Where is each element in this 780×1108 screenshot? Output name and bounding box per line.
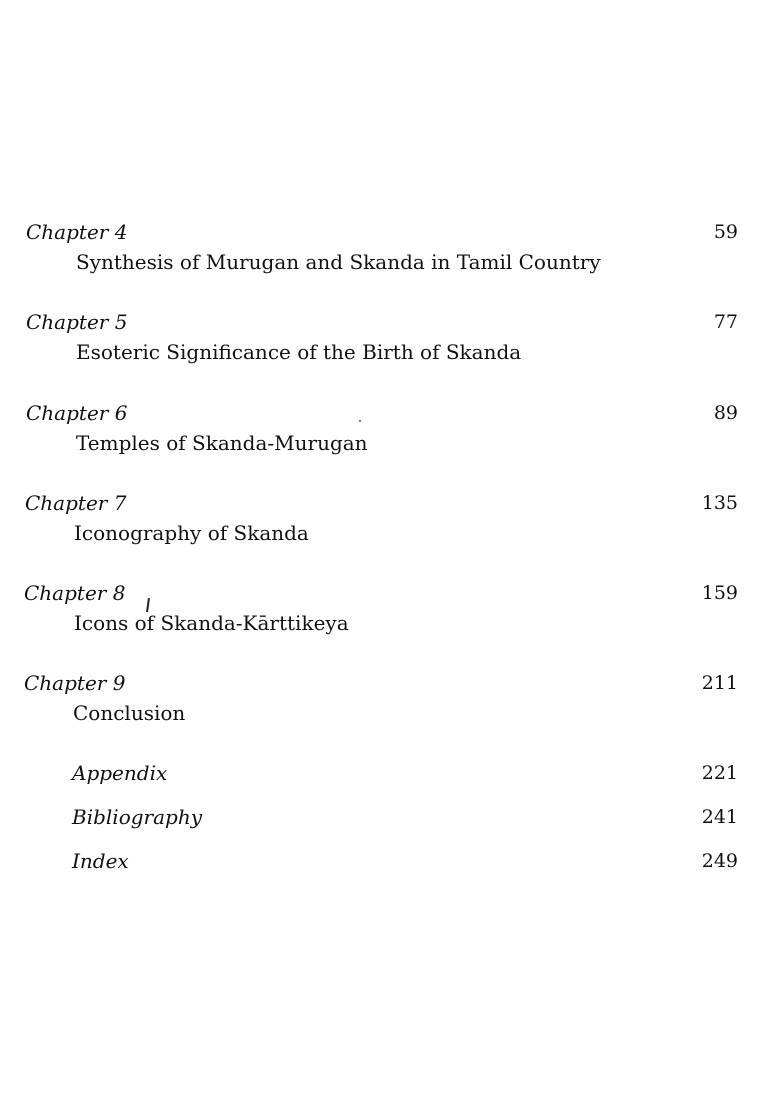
chapter-label: Chapter 4 (26, 220, 128, 244)
chapter-title: Conclusion (73, 701, 186, 725)
chapter-title: Esoteric Significance of the Birth of Skanda (76, 340, 522, 364)
toc-entry-chapter-9 (0, 671, 780, 731)
back-matter-label: Appendix (72, 761, 168, 785)
toc-entry-appendix (0, 761, 780, 789)
chapter-title: Temples of Skanda-Murugan (76, 431, 368, 455)
chapter-title: Synthesis of Murugan and Skanda in Tamil Country (76, 250, 601, 274)
chapter-label: Chapter 7 (25, 491, 127, 515)
toc-entry-chapter-5 (0, 310, 780, 370)
toc-entry-bibliography (0, 805, 780, 833)
toc-entry-chapter-8 (0, 581, 780, 641)
page-number: 249 (701, 850, 738, 872)
back-matter-label: Bibliography (72, 805, 202, 829)
chapter-label: Chapter 5 (26, 310, 128, 334)
toc-entry-chapter-4 (0, 220, 780, 280)
page-number: 211 (701, 672, 738, 694)
back-matter-label: Index (72, 849, 129, 873)
chapter-label: Chapter 9 (24, 671, 126, 695)
page-number: 159 (701, 582, 738, 604)
toc-entry-chapter-6 (0, 401, 780, 461)
page-number: 89 (713, 402, 738, 424)
page-number: 59 (713, 221, 738, 243)
chapter-title: Iconography of Skanda (74, 521, 309, 545)
toc-entry-chapter-7 (0, 491, 780, 551)
page-number: 135 (701, 492, 738, 514)
scan-speck (359, 420, 361, 422)
page-number: 221 (701, 762, 738, 784)
page-number: 77 (713, 311, 738, 333)
toc-entry-index (0, 849, 780, 877)
chapter-label: Chapter 6 (26, 401, 128, 425)
page-number: 241 (701, 806, 738, 828)
chapter-label: Chapter 8 (24, 581, 126, 605)
chapter-title: Icons of Skanda-Kārttikeya (74, 611, 349, 635)
